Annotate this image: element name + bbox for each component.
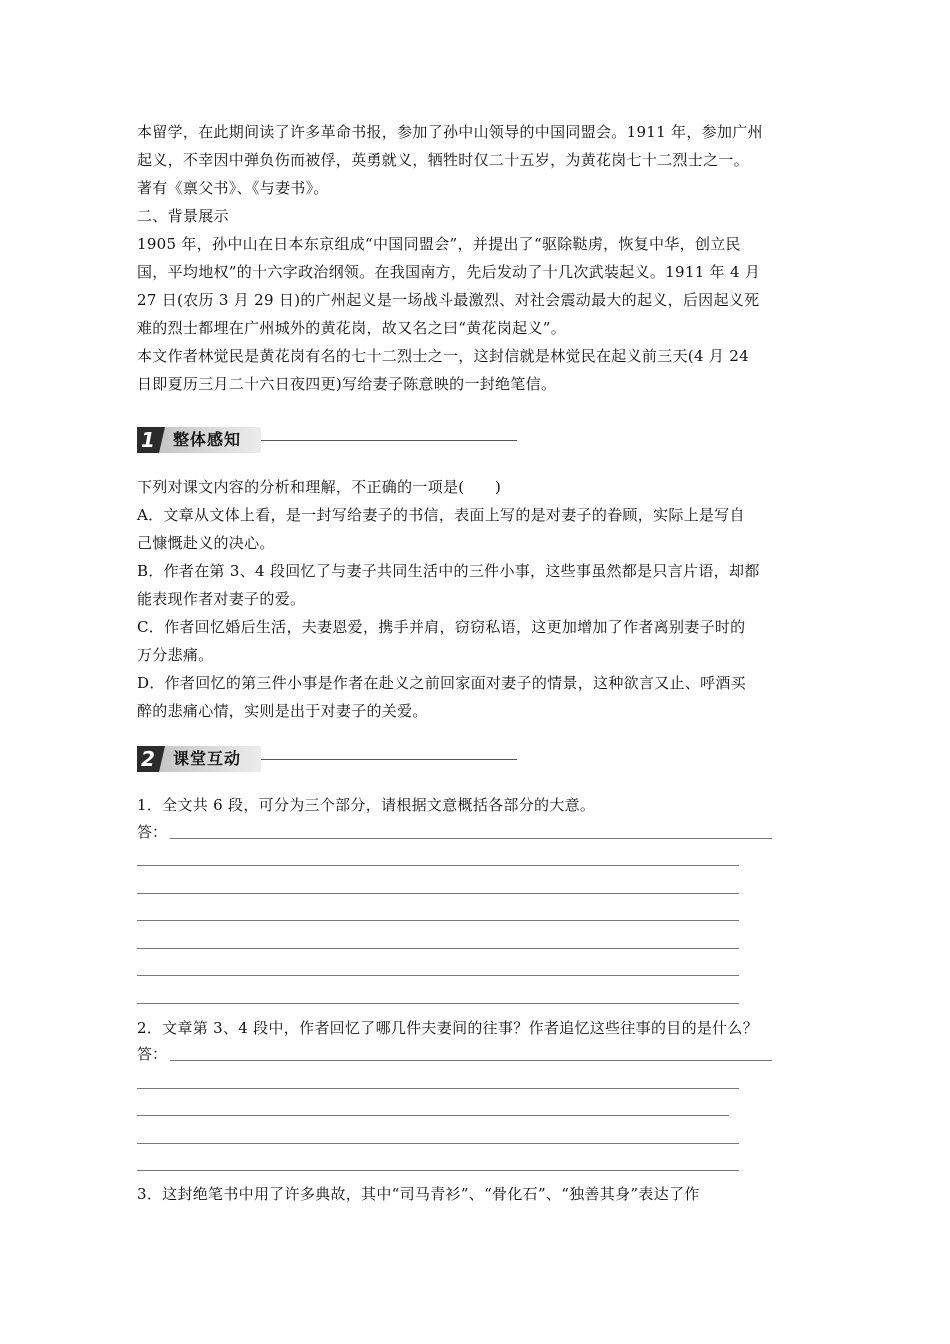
background-line: 本文作者林觉民是黄花岗有名的七十二烈士之一，这封信就是林觉民在起义前三天(4 月 24 (137, 347, 749, 365)
option-b-cont: 能表现作者对妻子的爱。 (137, 590, 306, 608)
answer-line[interactable] (137, 1088, 739, 1089)
option-a: A．文章从文体上看，是一封写给妻子的书信，表面上写的是对妻子的眷顾，实际上是写自 (137, 506, 745, 524)
answer-line[interactable] (170, 838, 772, 839)
answer-label: 答： (137, 823, 168, 841)
option-a-cont: 己慷慨赴义的决心。 (137, 534, 275, 552)
option-c: C．作者回忆婚后生活，夫妻恩爱，携手并肩，窃窃私语，这更加增加了作者离别妻子时的 (137, 618, 746, 636)
answer-line[interactable] (137, 893, 739, 894)
section-title: 课堂互动 (173, 749, 242, 768)
background-heading: 二、背景展示 (137, 207, 229, 225)
section-number: 1 (137, 427, 159, 453)
background-line: 1905 年，孙中山在日本东京组成“中国同盟会”，并提出了“驱除鞑虏，恢复中华，创立民 (137, 235, 741, 253)
answer-line[interactable] (137, 1143, 739, 1144)
option-d: D．作者回忆的第三件小事是作者在赴义之前回家面对妻子的情景，这种欲言又止、呼酒买 (137, 674, 747, 692)
answer-line[interactable] (137, 1003, 739, 1004)
option-b: B．作者在第 3、4 段回忆了与妻子共同生活中的三件小事，这些事虽然都是只言片语，却都 (137, 562, 760, 580)
answer-line[interactable] (137, 920, 739, 921)
section-rule (261, 440, 517, 441)
option-c-cont: 万分悲痛。 (137, 646, 214, 664)
answer-line[interactable] (170, 1060, 772, 1061)
section-header-overall (137, 427, 517, 453)
background-line: 27 日(农历 3 月 29 日)的广州起义是一场战斗最激烈、对社会震动最大的起义，后因起义死 (137, 291, 760, 309)
background-line: 难的烈士都埋在广州城外的黄花岗，故又名之曰“黄花岗起义”。 (137, 319, 567, 337)
section-rule (261, 759, 517, 760)
background-line: 国，平均地权”的十六字政治纲领。在我国南方，先后发动了十几次武装起义。1911 年 4 月 (137, 263, 761, 281)
intro-line: 著有《禀父书》、《与妻书》。 (137, 179, 329, 197)
answer-line[interactable] (137, 1115, 729, 1116)
option-d-cont: 醉的悲痛心情，实则是出于对妻子的关爱。 (137, 702, 428, 720)
question-1: 1．全文共 6 段，可分为三个部分，请根据文意概括各部分的大意。 (137, 796, 596, 814)
answer-label: 答： (137, 1045, 168, 1063)
answer-line[interactable] (137, 1170, 739, 1171)
answer-line[interactable] (137, 948, 739, 949)
question-stem: 下列对课文内容的分析和理解，不正确的一项是( ) (137, 478, 502, 496)
background-line: 日即夏历三月二十六日夜四更)写给妻子陈意映的一封绝笔信。 (137, 375, 557, 393)
question-2: 2．文章第 3、4 段中，作者回忆了哪几件夫妻间的往事？作者追忆这些往事的目的是什么？ (137, 1019, 759, 1037)
question-3: 3．这封绝笔书中用了许多典故，其中“司马青衫”、“骨化石”、“独善其身”表达了作 (137, 1185, 700, 1203)
answer-line[interactable] (137, 865, 739, 866)
section-title: 整体感知 (173, 430, 242, 449)
section-header-classroom (137, 746, 517, 772)
intro-line: 起义，不幸因中弹负伤而被俘，英勇就义，牺牲时仅二十五岁，为黄花岗七十二烈士之一。 (137, 151, 750, 169)
answer-line[interactable] (137, 975, 739, 976)
intro-line: 本留学，在此期间读了许多革命书报，参加了孙中山领导的中国同盟会。1911 年，参加广州 (137, 123, 763, 141)
section-number: 2 (137, 746, 159, 772)
